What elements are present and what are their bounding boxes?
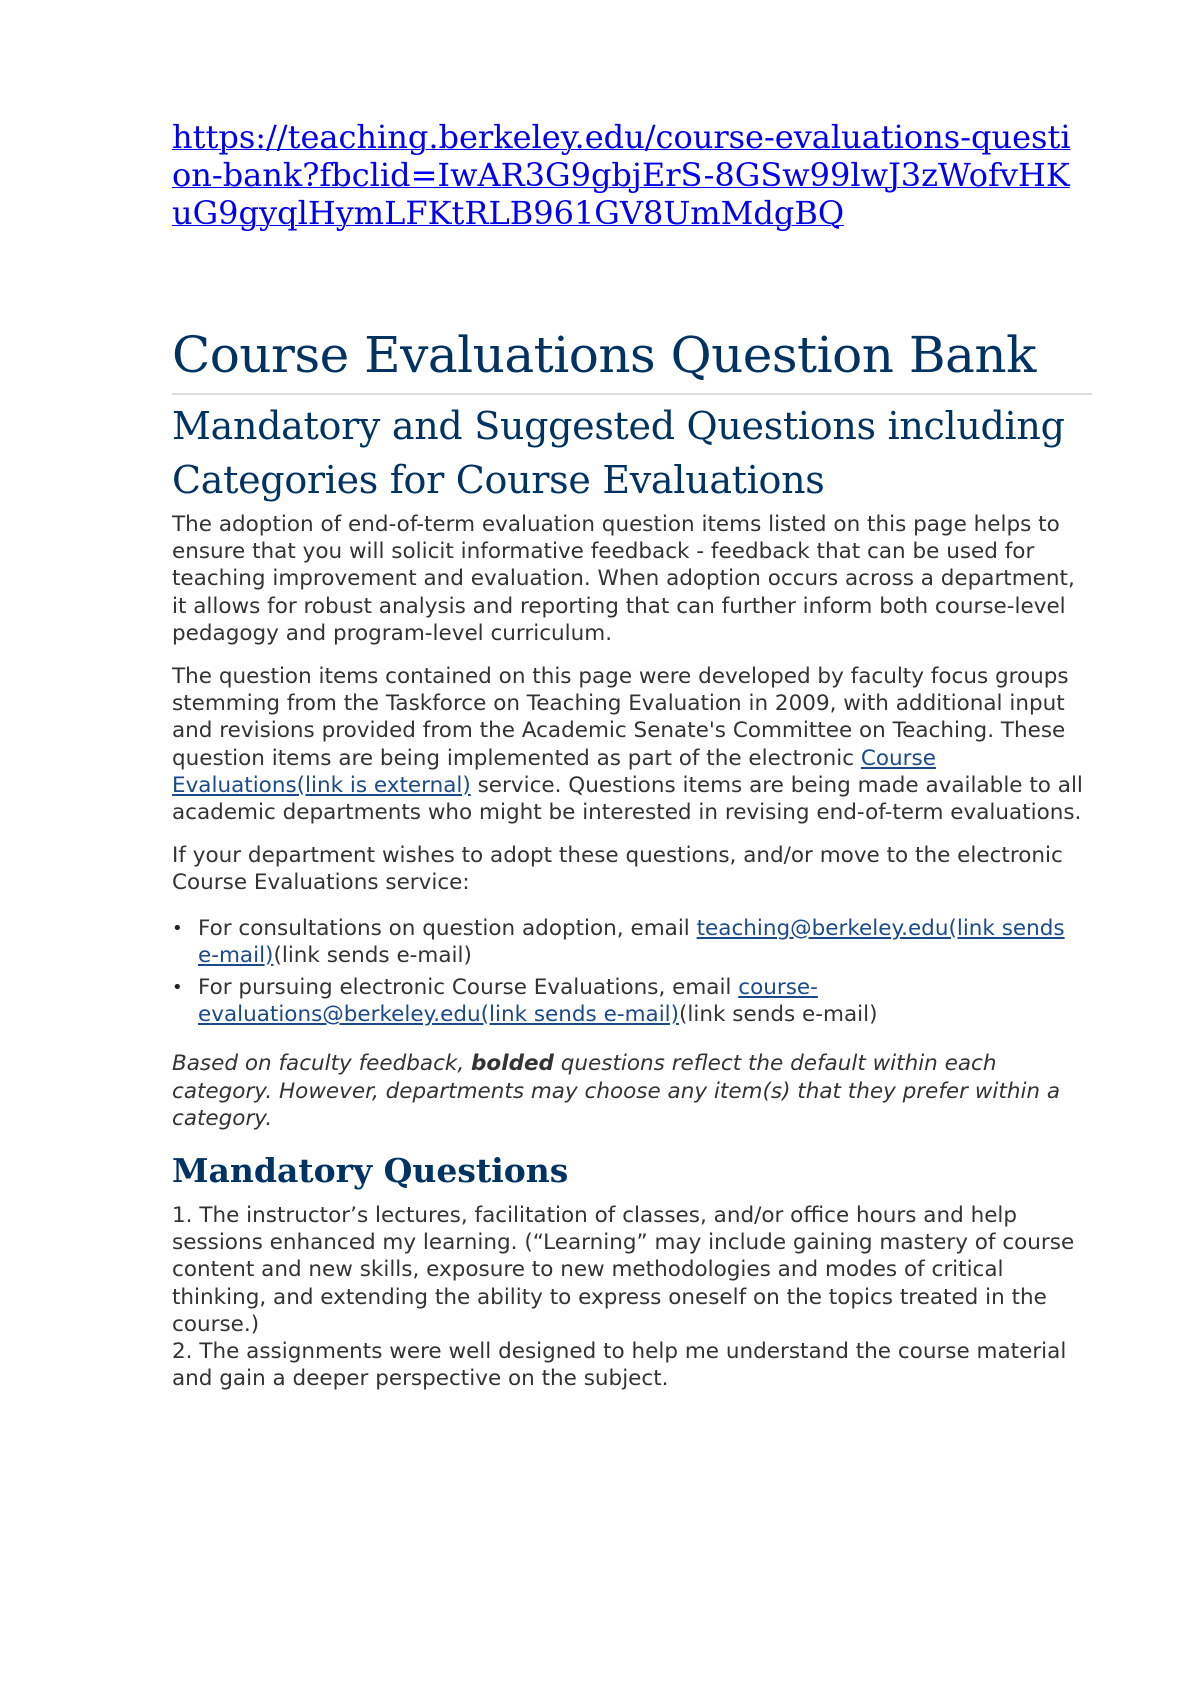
intro-paragraph-2: [172, 663, 1092, 826]
teaching-email-link[interactable]: teaching@berkeley.edu(link sends e-mail): [198, 915, 1065, 968]
mandatory-question-2: 2. The assignments were well designed to help me understand the course material and gain a deeper perspective on the subject.: [172, 1339, 1067, 1392]
list-item-text: For pursuing electronic Course Evaluations, email: [198, 975, 739, 1001]
document-page: [172, 118, 1092, 1392]
list-item-suffix: (link sends e-mail): [679, 1002, 878, 1028]
note-text-a: Based on faculty feedback,: [172, 1051, 472, 1077]
course-evaluations-email-link[interactable]: course-evaluations@berkeley.edu(link sends e-mail): [198, 975, 818, 1028]
page-subtitle: Mandatory and Suggested Questions including Categories for Course Evaluations: [172, 404, 1065, 502]
intro-paragraph-2-text-a: The question items contained on this page were developed by faculty focus groups stemming from the Taskforce on Teaching Evaluation in 2009, with additional input and revisions provided from the Academic Senate's Committee on Teaching. These question items are being implemented as part of the electronic: [172, 664, 1069, 771]
note-text-b: questions reflect the default within each category. However, departments may choose any item(s) that they prefer within a category.: [172, 1051, 1061, 1131]
mandatory-question-list: [172, 1202, 1092, 1392]
mandatory-questions-heading: Mandatory Questions: [172, 1151, 569, 1191]
bolded-questions-note: [172, 1050, 1092, 1132]
bullet-icon: •: [172, 917, 183, 939]
course-evaluations-link[interactable]: Course Evaluations(link is external): [172, 745, 936, 798]
list-item: [172, 974, 1092, 1028]
page-title: Course Evaluations Question Bank: [172, 325, 1092, 395]
note-bold-word: bolded: [471, 1051, 554, 1077]
mandatory-question-1: 1. The instructor’s lectures, facilitation of classes, and/or office hours and help sessions enhanced my learning. (“Learning” may include gaining mastery of course content and new skills, exposure to new methodologies and modes of critical thinking, and extending the ability to express oneself on the topics treated in the course.): [172, 1203, 1075, 1337]
bullet-icon: •: [172, 977, 183, 999]
intro-paragraph-3: If your department wishes to adopt these questions, and/or move to the electronic Course Evaluations service:: [172, 843, 1063, 896]
source-url-link[interactable]: https://teaching.berkeley.edu/course-evaluations-question-bank?fbclid=IwAR3G9gbjErS-8GSw99lwJ3zWofvHKuG9gyqlHymLFKtRLB961GV8UmMdgBQ: [172, 118, 1071, 232]
list-item: [172, 915, 1092, 969]
intro-paragraph-2-text-b: service. Questions items are being made available to all academic departments who might be interested in revising end-of-term evaluations.: [172, 772, 1083, 826]
list-item-text: For consultations on question adoption, email: [198, 915, 697, 941]
list-item-suffix: (link sends e-mail): [273, 942, 472, 968]
intro-paragraph-1: The adoption of end-of-term evaluation question items listed on this page helps to ensure that you will solicit informative feedback - feedback that can be used for teaching improvement and evaluation. When adoption occurs across a department, it allows for robust analysis and reporting that can further inform both course-level pedagogy and program-level curriculum.: [172, 512, 1075, 646]
contact-list: [172, 915, 1092, 1029]
